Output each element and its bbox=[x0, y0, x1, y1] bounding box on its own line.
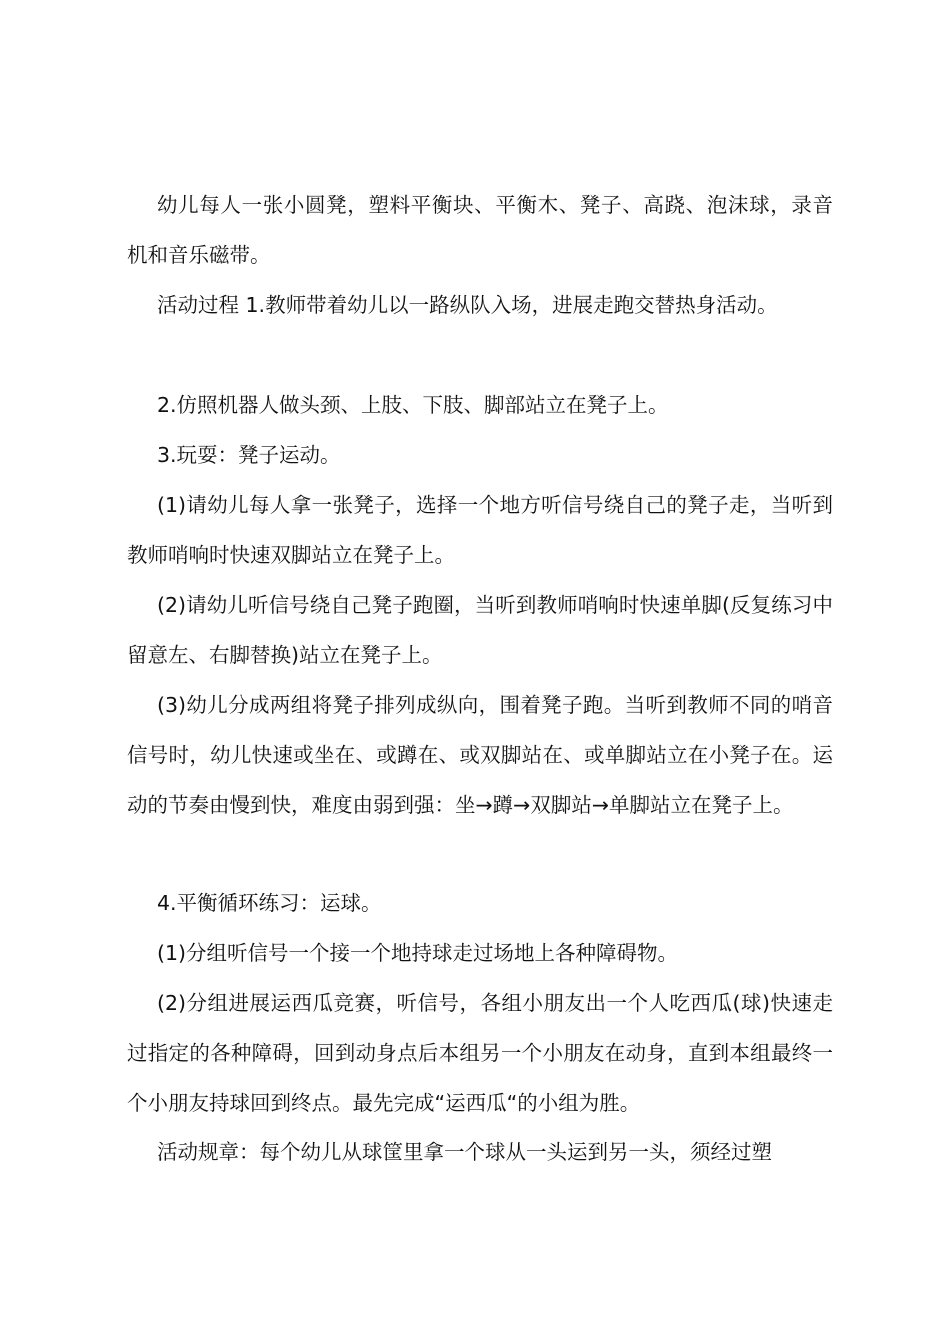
paragraph-step-2: 2.仿照机器人做头颈、上肢、下肢、脚部站立在凳子上。 bbox=[157, 393, 669, 417]
paragraph-rules: 活动规章：每个幼儿从球筐里拿一个球从一头运到另一头，须经过塑 bbox=[157, 1140, 772, 1164]
paragraph-step-4-1: (1)分组听信号一个接一个地持球走过场地上各种障碍物。 bbox=[157, 941, 679, 965]
paragraph-step-3-1: (1)请幼儿每人拿一张凳子，选择一个地方听信号绕自己的凳子走，当听到教师哨响时快速双脚站立在凳子上。 bbox=[127, 493, 833, 567]
paragraph-step-3: 3.玩耍：凳子运动。 bbox=[157, 443, 341, 467]
paragraph-step-4-2: (2)分组进展运西瓜竞赛，听信号，各组小朋友出一个人吃西瓜(球)快速走过指定的各种障碍，回到动身点后本组另一个小朋友在动身，直到本组最终一个小朋友持球回到终点。最先完成“运西瓜“的小组为胜。 bbox=[127, 991, 833, 1115]
paragraph-materials: 幼儿每人一张小圆凳，塑料平衡块、平衡木、凳子、高跷、泡沫球，录音机和音乐磁带。 bbox=[127, 193, 833, 267]
paragraph-step-4: 4.平衡循环练习：运球。 bbox=[157, 891, 382, 915]
paragraph-step-3-2: (2)请幼儿听信号绕自己凳子跑圈，当听到教师哨响时快速单脚(反复练习中留意左、右脚替换)站立在凳子上。 bbox=[127, 593, 833, 667]
paragraph-process-step-1: 活动过程 1.教师带着幼儿以一路纵队入场，进展走跑交替热身活动。 bbox=[157, 293, 778, 317]
paragraph-step-3-3: (3)幼儿分成两组将凳子排列成纵向，围着凳子跑。当听到教师不同的哨音信号时，幼儿快速或坐在、或蹲在、或双脚站在、或单脚站立在小凳子在。运动的节奏由慢到快，难度由弱到强：坐→蹲→双脚站→单脚站立在凳子上。 bbox=[127, 693, 833, 817]
